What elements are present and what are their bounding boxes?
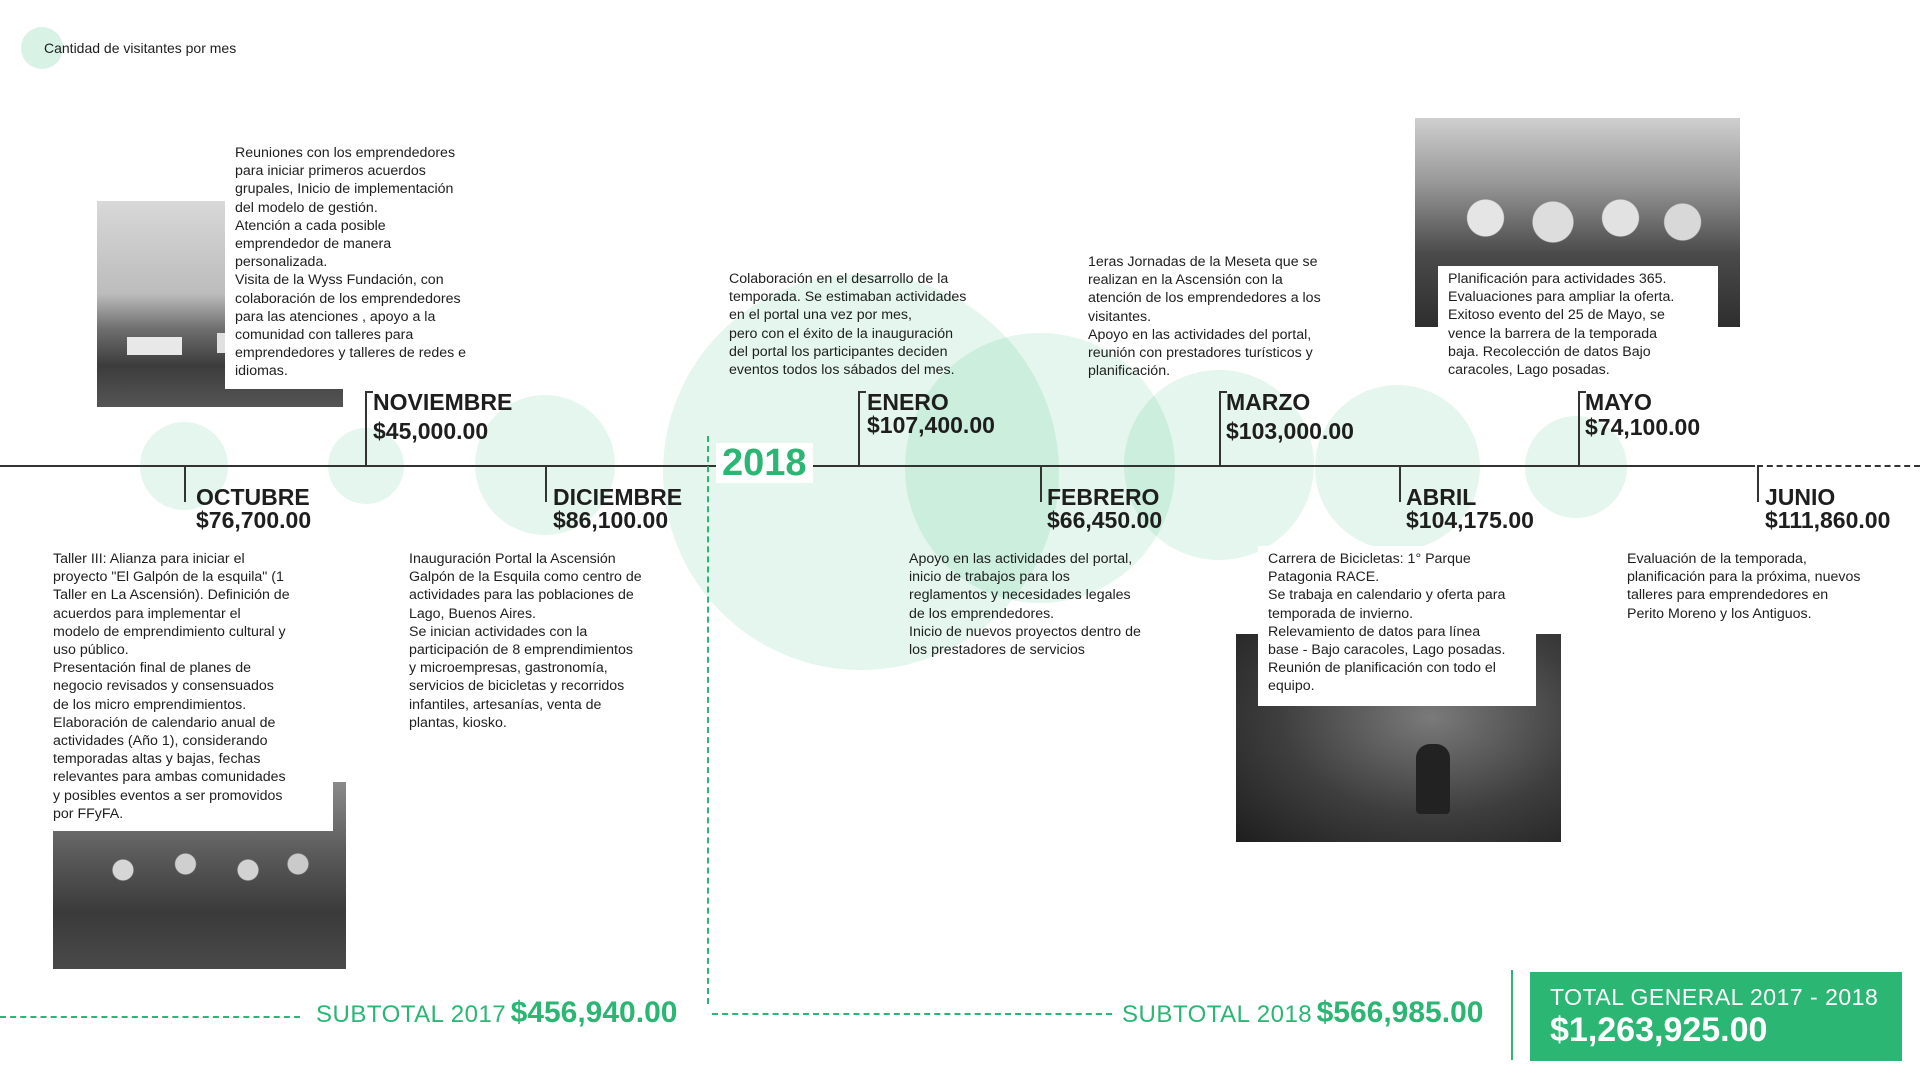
month-label-octubre: OCTUBRE <box>196 484 310 510</box>
tick-marzo <box>1219 391 1221 466</box>
month-label-abril: ABRIL <box>1406 484 1477 510</box>
total-divider <box>1511 970 1513 1060</box>
tick-abril <box>1399 466 1401 502</box>
tick-mayo <box>1578 391 1580 466</box>
tick-enero <box>858 391 860 466</box>
subtotal-2018 <box>1122 996 1483 1030</box>
subtotal-2018-label: SUBTOTAL 2018 <box>1122 1001 1313 1028</box>
tick-enero-cap <box>858 391 866 393</box>
month-label-diciembre: DICIEMBRE <box>553 484 683 510</box>
amount-noviembre: $45,000.00 <box>373 418 489 444</box>
description-enero: Colaboración en el desarrollo de la temporada. Se estimaban actividades en el portal una vez por mes, pero con el éxito de la inauguración del portal los participantes deciden eventos todos los sábados del mes. <box>729 271 967 379</box>
amount-octubre: $76,700.00 <box>196 507 312 533</box>
month-label-noviembre: NOVIEMBRE <box>373 389 513 415</box>
tick-diciembre <box>545 466 547 502</box>
amount-febrero: $66,450.00 <box>1047 507 1163 533</box>
year-marker-label: 2018 <box>716 443 813 483</box>
subtotal-2018-value: $566,985.00 <box>1316 996 1484 1029</box>
tick-junio <box>1757 466 1759 502</box>
description-junio: Evaluación de la temporada, planificación para la próxima, nuevos talleres para emprendedores en Perito Moreno y los Antiguos. <box>1627 551 1861 622</box>
amount-abril: $104,175.00 <box>1406 507 1534 533</box>
timeline-axis <box>0 465 1755 467</box>
description-diciembre: Inauguración Portal la Ascensión Galpón de la Esquila como centro de actividades para las poblaciones de Lago, Buenos Aires. Se inician actividades con la participación de 8 emprendimientos y microempresas, gastronomía, servicios de bicicletas y recorridos infantiles, artesanías, venta de plantas, kiosko. <box>409 551 642 731</box>
tick-noviembre-cap <box>365 391 373 393</box>
description-febrero: Apoyo en las actividades del portal, inicio de trabajos para los reglamentos y necesidades legales de los emprendedores. Inicio de nuevos proyectos dentro de los prestadores de servicios <box>909 551 1141 659</box>
month-label-marzo: MARZO <box>1226 389 1311 415</box>
timeline-axis-dashed-end <box>1757 465 1920 467</box>
amount-junio: $111,860.00 <box>1765 507 1891 533</box>
tick-octubre <box>184 466 186 502</box>
month-label-junio: JUNIO <box>1765 484 1836 510</box>
month-label-febrero: FEBRERO <box>1047 484 1160 510</box>
legend-label: Cantidad de visitantes por mes <box>44 40 237 56</box>
subtotal-2017-label: SUBTOTAL 2017 <box>316 1001 507 1028</box>
description-abril: Carrera de Bicicletas: 1° Parque Patagonia RACE. Se trabaja en calendario y oferta para temporada de invierno. Relevamiento de datos para línea base - Bajo caracoles, Lago posadas. Reunión de planificación con todo el equipo. <box>1258 546 1536 706</box>
month-label-mayo: MAYO <box>1585 389 1652 415</box>
total-box <box>1530 972 1902 1061</box>
month-label-enero: ENERO <box>867 389 949 415</box>
tick-noviembre <box>365 391 367 466</box>
description-mayo: Planificación para actividades 365. Evaluaciones para ampliar la oferta. Exitoso evento del 25 de Mayo, se vence la barrera de la temporada baja. Recolección de datos Bajo caracoles, Lago posadas. <box>1438 266 1718 387</box>
amount-enero: $107,400.00 <box>867 412 995 438</box>
tick-febrero <box>1040 466 1042 502</box>
amount-mayo: $74,100.00 <box>1585 414 1701 440</box>
total-label: TOTAL GENERAL 2017 - 2018 <box>1550 984 1879 1010</box>
description-octubre: Taller III: Alianza para iniciar el proyecto "El Galpón de la esquila" (1 Taller en La Ascensión). Definición de acuerdos para implementar el modelo de emprendimiento cultural y uso público. Presentación final de planes de negocio revisados y consensuados de los micro emprendimientos. Elaboración de calendario anual de actividades (Año 1), considerando temporadas altas y bajas, fechas relevantes para ambas comunidades y posibles eventos a ser promovidos por FFyFA. <box>43 546 333 831</box>
subtotal-2018-dashed-line <box>712 1013 1112 1015</box>
amount-diciembre: $86,100.00 <box>553 507 669 533</box>
subtotal-2017-value: $456,940.00 <box>510 996 678 1029</box>
total-value: $1,263,925.00 <box>1550 1011 1768 1049</box>
year-divider <box>707 436 709 1004</box>
description-marzo: 1eras Jornadas de la Meseta que se realizan en la Ascensión con la atención de los emprendedores a los visitantes. Apoyo en las actividades del portal, reunión con prestadores turísticos y planificación. <box>1088 254 1321 380</box>
amount-marzo: $103,000.00 <box>1226 418 1354 444</box>
description-noviembre: Reuniones con los emprendedores para iniciar primeros acuerdos grupales, Inicio de implementación del modelo de gestión. Atención a cada posible emprendedor de manera personalizada. Visita de la Wyss Fundación, con colaboración de los emprendedores para las atenciones , apoyo a la comunidad con talleres para emprendedores y talleres de redes e idiomas. <box>225 140 505 389</box>
subtotal-2017 <box>316 996 677 1030</box>
subtotal-2017-dashed-line <box>0 1016 300 1018</box>
